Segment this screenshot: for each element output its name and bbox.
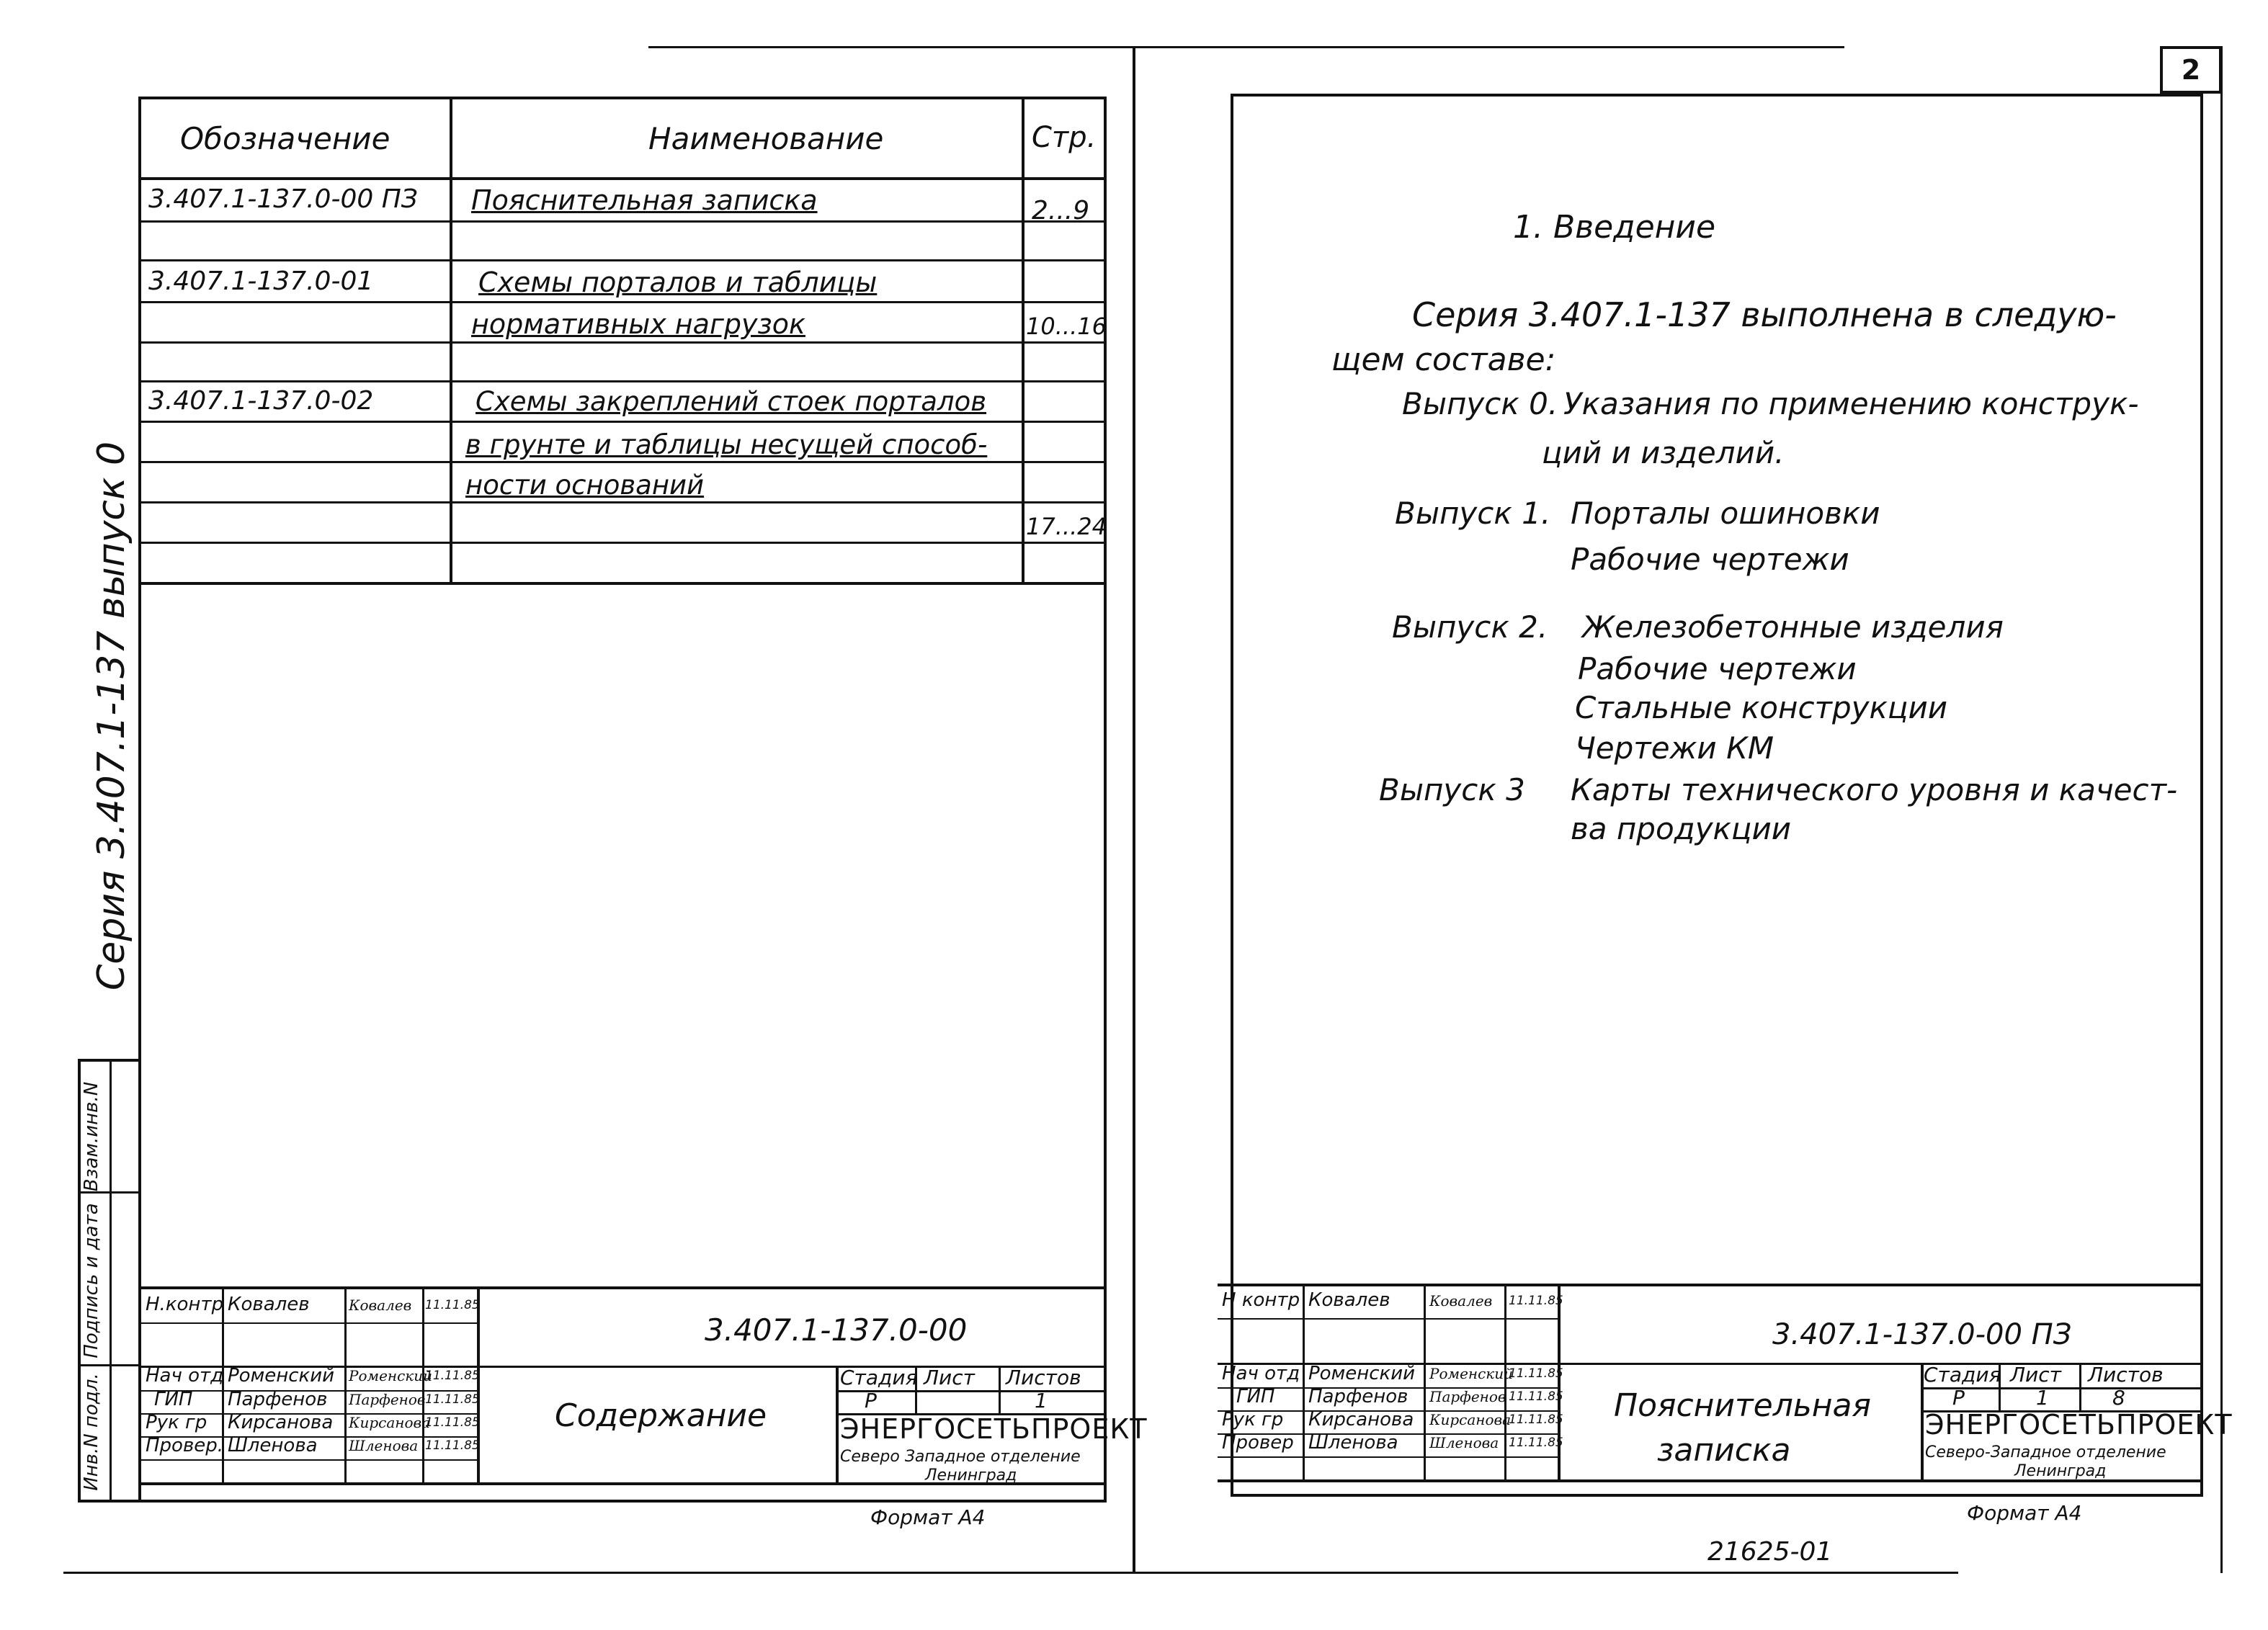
contents-org-name: ЭНЕРГОСЕТЬПРОЕКТ [840, 1413, 1148, 1445]
archive-number: 21625-01 [1707, 1537, 1833, 1567]
issue-2-line-2: Рабочие чертежи [1578, 651, 1857, 686]
col-header-name: Наименование [648, 121, 884, 156]
row-2-pages: 10...16 [1026, 313, 1107, 340]
note-org-city: Ленинград [2014, 1462, 2107, 1480]
contents-col-line-2 [1022, 97, 1024, 583]
sign-right-1: Ковалев [1429, 1292, 1493, 1309]
col-header-designation: Обозначение [180, 121, 390, 156]
row-1-pages: 2...9 [1032, 196, 1090, 225]
note-sheets-label: Листов [2088, 1363, 2164, 1387]
row-3-name-line-3: ности оснований [465, 470, 705, 501]
contents-sheet-value: 1 [1035, 1389, 1048, 1412]
side-stamp-inv-label: Инв.N подл. [81, 1373, 102, 1491]
issue-3-line-2: ва продукции [1571, 811, 1792, 846]
sign-right-4: Кирсанова [1429, 1411, 1512, 1428]
note-sheet-value: 1 [2036, 1386, 2049, 1410]
issue-1-line-2: Рабочие чертежи [1571, 542, 1849, 577]
name-right-5: Шленова [1308, 1432, 1398, 1454]
center-fold-line [1133, 46, 1135, 1573]
name-left-2: Роменский [228, 1365, 334, 1387]
note-paragraph-line-2: щем составе: [1331, 341, 1556, 378]
contents-stage-value: Р [865, 1389, 877, 1412]
date-left-1: 11.11.85 [425, 1298, 480, 1312]
date-right-1: 11.11.85 [1509, 1294, 1563, 1308]
note-sheets-value: 8 [2112, 1386, 2125, 1410]
name-left-3: Парфенов [228, 1389, 328, 1410]
col-header-page: Стр. [1032, 121, 1097, 154]
date-right-2: 11.11.85 [1509, 1366, 1563, 1381]
row-2-designation: 3.407.1-137.0-01 [148, 267, 374, 296]
top-edge-line [648, 46, 1844, 48]
side-stamp-replace-label: Взам.инв.N [81, 1081, 102, 1192]
row-1-designation: 3.407.1-137.0-00 ПЗ [148, 184, 418, 214]
issue-3-line-1: Карты технического уровня и качест- [1571, 772, 2178, 807]
row-3-designation: 3.407.1-137.0-02 [148, 386, 374, 416]
name-right-4: Кирсанова [1308, 1409, 1414, 1430]
role-right-2: Нач отд [1222, 1363, 1300, 1384]
date-right-3: 11.11.85 [1509, 1389, 1563, 1404]
note-stage-label: Стадия [1924, 1363, 2001, 1387]
note-paragraph-line-1: Серия 3.407.1-137 выполнена в следую- [1412, 295, 2117, 334]
name-left-4: Кирсанова [228, 1412, 334, 1433]
row-3-name-line-2: в грунте и таблицы несущей способ- [465, 429, 988, 460]
row-1-name: Пояснительная записка [471, 184, 818, 216]
note-title-line-2: записка [1657, 1432, 1791, 1469]
series-vertical-label: Серия 3.407.1-137 выпуск 0 [90, 441, 133, 990]
row-3-name-line-1: Схемы закреплений стоек порталов [476, 386, 987, 417]
issue-1-line-1: Порталы ошиновки [1571, 496, 1880, 531]
issue-2-line-4: Чертежи КМ [1575, 730, 1774, 766]
name-right-1: Ковалев [1308, 1289, 1390, 1311]
date-right-5: 11.11.85 [1509, 1436, 1563, 1450]
note-title-line-1: Пояснительная [1614, 1387, 1871, 1424]
note-org-dept: Северо-Западное отделение [1925, 1443, 2166, 1461]
note-code: 3.407.1-137.0-00 ПЗ [1772, 1318, 2072, 1351]
row-2-name-line-1: Схемы порталов и таблицы [478, 267, 878, 298]
issue-2-line-1: Железобетонные изделия [1582, 609, 2004, 645]
row-3-pages: 17...24 [1026, 513, 1107, 540]
date-left-4: 11.11.85 [425, 1415, 480, 1430]
contents-title: Содержание [555, 1397, 767, 1434]
sign-left-5: Шленова [349, 1437, 419, 1454]
sign-right-3: Парфенов [1429, 1388, 1506, 1405]
date-right-4: 11.11.85 [1509, 1412, 1563, 1427]
right-edge-line [2220, 46, 2223, 1573]
sign-left-4: Кирсанова [349, 1414, 431, 1431]
role-left-1: Н.контр [146, 1294, 224, 1315]
role-right-3: ГИП [1236, 1386, 1275, 1407]
contents-org-dept: Северо Западное отделение [840, 1448, 1081, 1466]
sign-right-2: Роменский [1429, 1365, 1513, 1382]
note-sheet-label: Лист [2010, 1363, 2061, 1387]
sheet-number-tab: 2 [2160, 46, 2222, 94]
issue-0-line-2: ций и изделий. [1542, 435, 1785, 470]
issue-0-line-1: Указания по применению конструк- [1563, 386, 2139, 421]
contents-format: Формат А4 [870, 1505, 986, 1529]
note-org-name: ЭНЕРГОСЕТЬПРОЕКТ [1925, 1409, 2233, 1441]
contents-code: 3.407.1-137.0-00 [705, 1312, 968, 1348]
role-left-5: Провер. [146, 1435, 224, 1456]
contents-header-line [138, 177, 1107, 180]
note-format: Формат А4 [1967, 1501, 2082, 1525]
role-right-5: Провер [1222, 1432, 1294, 1454]
issue-3-label: Выпуск 3 [1379, 772, 1525, 807]
name-left-5: Шленова [228, 1435, 318, 1456]
role-left-2: Нач отд [146, 1365, 224, 1387]
row-2-name-line-2: нормативных нагрузок [471, 308, 805, 340]
sign-left-1: Ковалев [349, 1297, 412, 1314]
contents-stage-label: Стадия [840, 1366, 918, 1389]
contents-org-city: Ленинград [925, 1466, 1017, 1485]
sign-right-5: Шленова [1429, 1434, 1499, 1451]
name-right-2: Роменский [1308, 1363, 1415, 1384]
issue-2-line-3: Стальные конструкции [1575, 690, 1948, 725]
name-left-1: Ковалев [228, 1294, 310, 1315]
contents-col-line-1 [450, 97, 452, 583]
role-left-4: Рук гр [146, 1412, 207, 1433]
role-left-3: ГИП [154, 1389, 193, 1410]
bottom-edge-line [63, 1572, 1958, 1574]
sign-left-2: Роменский [349, 1367, 432, 1384]
note-stage-value: Р [1952, 1386, 1965, 1410]
side-stamp-sign-label: Подпись и дата [81, 1203, 102, 1358]
role-right-4: Рук гр [1222, 1409, 1284, 1430]
contents-sheets-label: Листов [1006, 1366, 1081, 1389]
date-left-3: 11.11.85 [425, 1392, 480, 1407]
contents-sheet-label: Лист [924, 1366, 975, 1389]
date-left-5: 11.11.85 [425, 1438, 480, 1453]
issue-0-label: Выпуск 0. [1402, 386, 1558, 421]
note-heading: 1. Введение [1513, 209, 1716, 246]
sign-left-3: Парфенов [349, 1391, 426, 1408]
issue-1-label: Выпуск 1. [1395, 496, 1551, 531]
name-right-3: Парфенов [1308, 1386, 1408, 1407]
issue-2-label: Выпуск 2. [1392, 609, 1548, 645]
role-right-1: Н контр [1222, 1289, 1300, 1311]
date-left-2: 11.11.85 [425, 1369, 480, 1383]
